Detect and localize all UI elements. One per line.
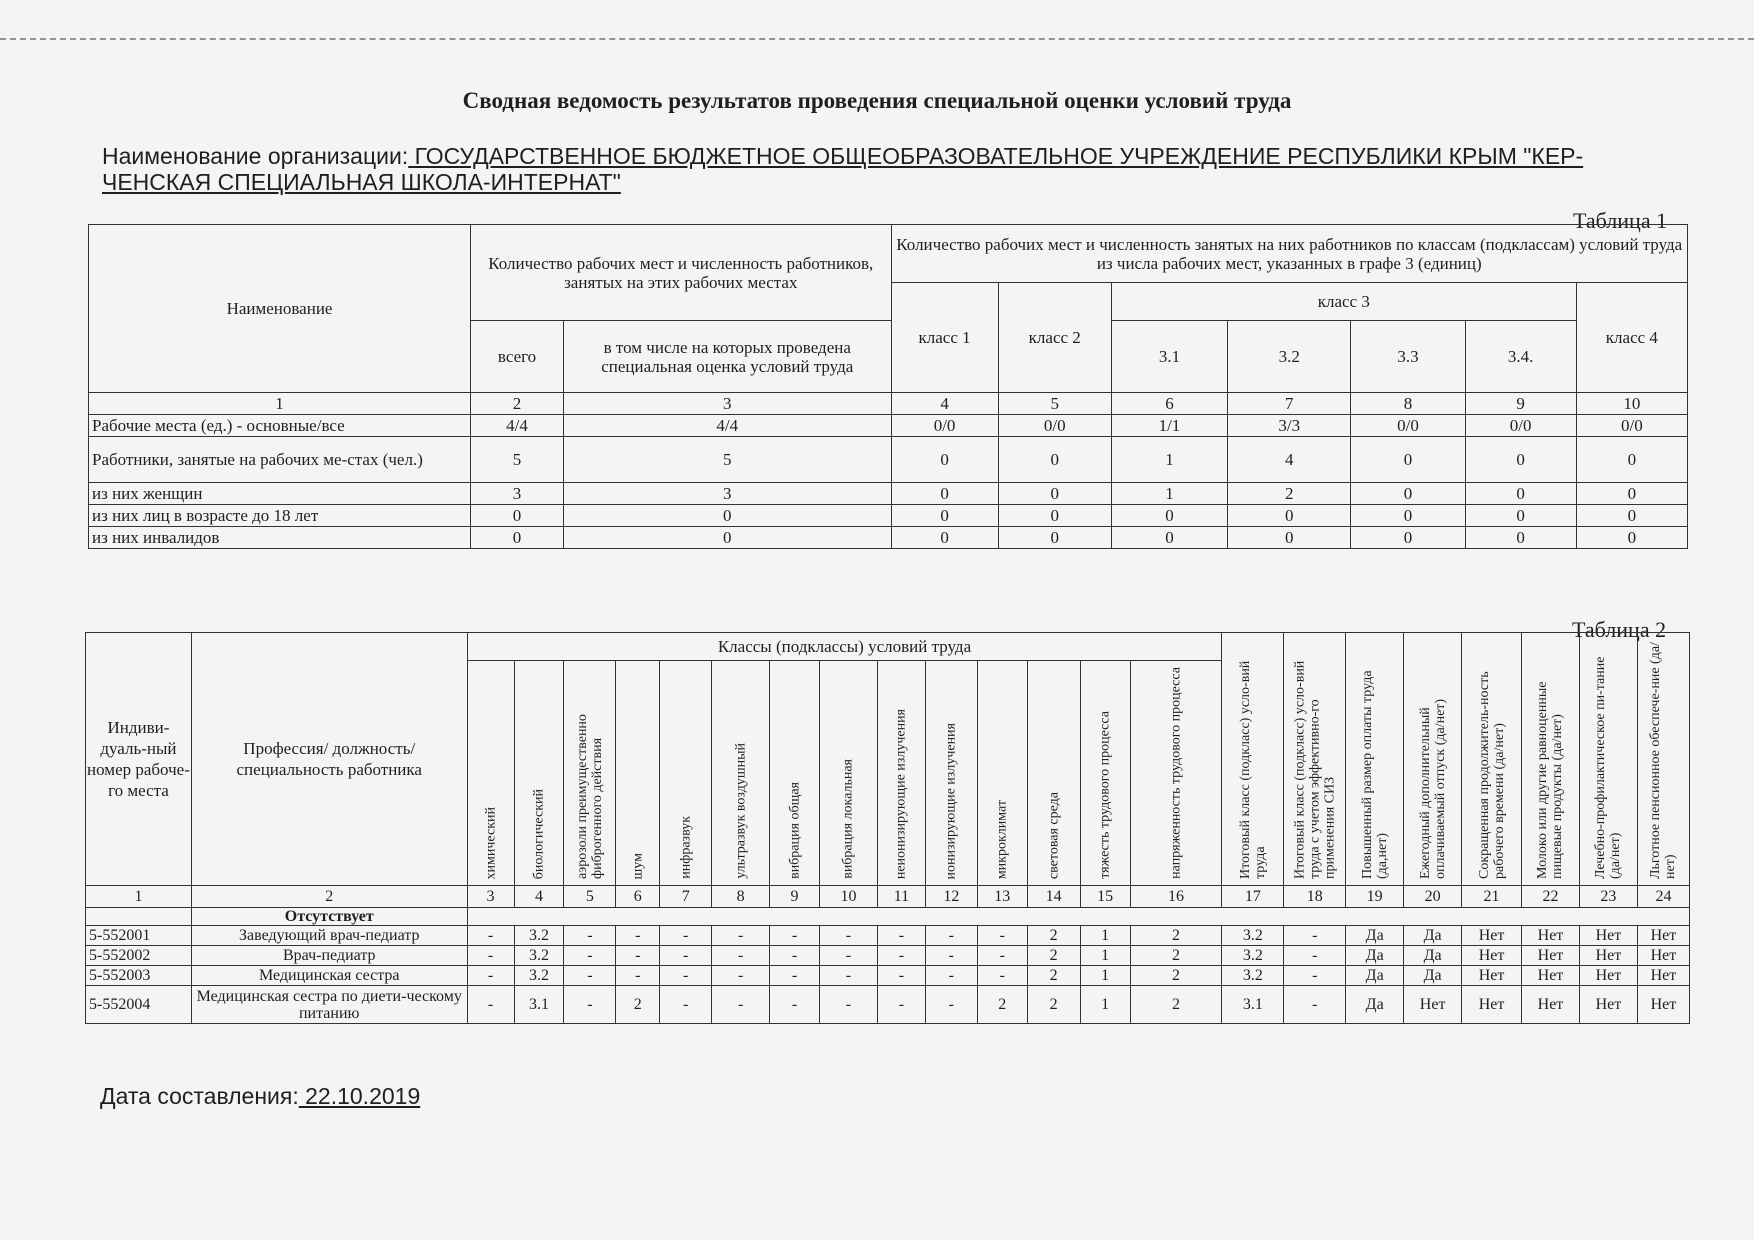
table-cell: 1 <box>1080 926 1130 946</box>
column-number: 2 <box>191 886 467 908</box>
t1-header-3-4: 3.4. <box>1465 321 1576 393</box>
t2-header-factor-label: инфразвук <box>678 816 694 879</box>
t1-header-classes: Количество рабочих мест и численность занятых на них работников по классам (подклассам) условий труда из числа рабочих мест, указанных в графе 3 (единиц) <box>891 225 1688 283</box>
table-cell: 1 <box>1111 483 1227 505</box>
organization-name: ГОСУДАРСТВЕННОЕ БЮДЖЕТНОЕ ОБЩЕОБРАЗОВАТЕЛЬНОЕ УЧРЕЖДЕНИЕ РЕСПУБЛИКИ КРЫМ "КЕР-ЧЕНСКАЯ СПЕЦИАЛЬНАЯ ШКОЛА-ИНТЕРНАТ" <box>102 143 1584 195</box>
table-cell: - <box>977 946 1027 966</box>
table-cell: - <box>564 926 616 946</box>
table-cell: 0 <box>1576 527 1687 549</box>
table-cell: 0 <box>1576 437 1687 483</box>
table1-caption: Таблица 1 <box>1573 208 1668 233</box>
table-cell: - <box>660 966 712 986</box>
column-number: 14 <box>1027 886 1080 908</box>
t2-header-factor <box>467 661 514 886</box>
table-row <box>89 415 1688 437</box>
t1-header-class1: класс 1 <box>891 283 998 393</box>
table-cell: 0 <box>1465 483 1576 505</box>
table-cell: - <box>977 926 1027 946</box>
column-number: 21 <box>1462 886 1522 908</box>
t2-header-extra <box>1404 633 1462 886</box>
table-cell: Да <box>1404 966 1462 986</box>
table-cell: - <box>564 966 616 986</box>
column-number: 12 <box>925 886 977 908</box>
table-cell: Нет <box>1462 966 1522 986</box>
table-cell: Нет <box>1522 966 1580 986</box>
table-cell: Нет <box>1462 986 1522 1024</box>
column-number: 18 <box>1284 886 1346 908</box>
table-cell: - <box>925 986 977 1024</box>
t2-header-factor <box>977 661 1027 886</box>
table-cell: - <box>977 966 1027 986</box>
t2-header-factor <box>770 661 820 886</box>
table-cell: - <box>467 946 514 966</box>
table-cell: 3.1 <box>1222 986 1284 1024</box>
table-cell: Нет <box>1522 986 1580 1024</box>
t2-header-factor <box>877 661 925 886</box>
column-number: 4 <box>891 393 998 415</box>
column-number: 24 <box>1637 886 1689 908</box>
table-cell: 2 <box>977 986 1027 1024</box>
table-cell: - <box>712 966 770 986</box>
t1-header-3-1: 3.1 <box>1111 321 1227 393</box>
table-cell: - <box>770 946 820 966</box>
t2-absent-empty <box>467 908 1689 926</box>
table-cell: 3 <box>564 483 891 505</box>
table-row <box>89 505 1688 527</box>
workplace-id: 5-552003 <box>86 966 192 986</box>
table-cell: Нет <box>1579 966 1637 986</box>
t2-header-extra-label: Итоговый класс (подкласс) усло-вий труда <box>1237 660 1268 879</box>
workplace-id: 5-552002 <box>86 946 192 966</box>
profession: Заведующий врач-педиатр <box>191 926 467 946</box>
table-cell: 0 <box>471 527 564 549</box>
table-cell: - <box>877 926 925 946</box>
t2-header-factor <box>820 661 878 886</box>
column-number: 3 <box>467 886 514 908</box>
table-cell: 2 <box>616 986 660 1024</box>
column-number: 17 <box>1222 886 1284 908</box>
document-title: Сводная ведомость результатов проведения специальной оценки условий труда <box>462 88 1292 113</box>
table-cell: 1 <box>1080 966 1130 986</box>
t2-header-factor-label: шум <box>630 852 646 879</box>
t2-absent-label: Отсутствует <box>191 908 467 926</box>
t2-header-extra-label: Ежегодный дополнительный оплачиваемый отпуск (да/нет) <box>1417 698 1448 879</box>
table-row <box>86 966 1690 986</box>
t2-header-factor-label: биологический <box>531 788 547 879</box>
table-cell: 0 <box>1111 527 1227 549</box>
column-number: 23 <box>1579 886 1637 908</box>
table-cell: 0/0 <box>998 415 1111 437</box>
row-label: из них инвалидов <box>89 527 471 549</box>
t2-header-extra-label: Итоговый класс (подкласс) усло-вий труда с учетом эффективно-го применения СИЗ <box>1292 660 1338 879</box>
organization-label: Наименование организации: <box>102 143 409 169</box>
table-cell: - <box>712 926 770 946</box>
table-cell: Нет <box>1579 926 1637 946</box>
t2-header-extra-label: Льготное пенсионное обеспече-ние (да/нет) <box>1648 642 1679 879</box>
t1-header-class4: класс 4 <box>1576 283 1687 393</box>
table-cell: 3.2 <box>514 946 564 966</box>
table-cell: - <box>660 986 712 1024</box>
t2-header-extra-label: Сокращенная продолжитель-ность рабочего времени (да/нет) <box>1476 671 1507 879</box>
table-cell: 0 <box>998 505 1111 527</box>
column-number: 16 <box>1130 886 1222 908</box>
row-label: из них лиц в возрасте до 18 лет <box>89 505 471 527</box>
table-cell: 0 <box>1576 505 1687 527</box>
table-cell: 0 <box>998 527 1111 549</box>
table-cell: - <box>660 946 712 966</box>
table-cell: 3.2 <box>1222 966 1284 986</box>
t2-absent-id-cell <box>86 908 192 926</box>
column-number: 13 <box>977 886 1027 908</box>
column-number: 7 <box>660 886 712 908</box>
table-cell: 0 <box>998 483 1111 505</box>
t2-header-factor <box>514 661 564 886</box>
profession: Медицинская сестра по диети-ческому питанию <box>191 986 467 1024</box>
table-cell: - <box>564 986 616 1024</box>
table-cell: 2 <box>1027 986 1080 1024</box>
table-cell: - <box>820 946 878 966</box>
t1-header-class3: класс 3 <box>1111 283 1576 321</box>
table-cell: Да <box>1346 926 1404 946</box>
workplace-id: 5-552001 <box>86 926 192 946</box>
table-cell: - <box>820 986 878 1024</box>
table-cell: 0/0 <box>1576 415 1687 437</box>
table-cell: 0 <box>1351 437 1465 483</box>
table-cell: 0 <box>1351 505 1465 527</box>
t1-header-3-3: 3.3 <box>1351 321 1465 393</box>
table-cell: - <box>467 926 514 946</box>
column-number: 5 <box>998 393 1111 415</box>
table-cell: - <box>467 966 514 986</box>
t2-header-factor-label: неионизирующие излучения <box>893 708 909 879</box>
table-cell: - <box>616 926 660 946</box>
table-cell: 0 <box>1228 527 1351 549</box>
profession: Врач-педиатр <box>191 946 467 966</box>
t2-header-classes: Классы (подклассы) условий труда <box>467 633 1222 661</box>
t2-header-extra <box>1579 633 1637 886</box>
table-cell: 0/0 <box>891 415 998 437</box>
column-number: 6 <box>1111 393 1227 415</box>
table-cell: - <box>877 986 925 1024</box>
table-cell: 0 <box>1465 527 1576 549</box>
column-number: 22 <box>1522 886 1580 908</box>
t2-header-factor <box>616 661 660 886</box>
column-number: 9 <box>770 886 820 908</box>
table-cell: - <box>564 946 616 966</box>
table-cell: 4 <box>1228 437 1351 483</box>
table-cell: 2 <box>1130 986 1222 1024</box>
table-cell: Нет <box>1579 986 1637 1024</box>
t2-header-factor-label: микроклимат <box>994 799 1010 879</box>
t2-header-id: Индиви-дуаль-ный номер рабоче-го места <box>86 633 192 886</box>
table-cell: 2 <box>1027 966 1080 986</box>
t2-header-extra-label: Лечебно-профилактическое пи-тание (да/нет) <box>1593 656 1624 879</box>
t2-header-profession: Профессия/ должность/ специальность работника <box>191 633 467 886</box>
table-cell: Нет <box>1522 946 1580 966</box>
table-cell: 3 <box>471 483 564 505</box>
table-cell: 5 <box>471 437 564 483</box>
t2-header-factor <box>1027 661 1080 886</box>
column-number: 19 <box>1346 886 1404 908</box>
scan-edge <box>0 0 1754 40</box>
column-number: 5 <box>564 886 616 908</box>
table-cell: 0 <box>891 527 998 549</box>
table-cell: Нет <box>1462 926 1522 946</box>
table-cell: - <box>820 926 878 946</box>
table-cell: 2 <box>1228 483 1351 505</box>
table-cell: - <box>877 946 925 966</box>
t1-header-total: всего <box>471 321 564 393</box>
table-cell: 3.2 <box>1222 946 1284 966</box>
t2-header-factor-label: аэрозоли преимущественно фиброгенного действия <box>574 714 605 879</box>
table-cell: Да <box>1346 946 1404 966</box>
column-number: 2 <box>471 393 564 415</box>
t2-header-factor <box>925 661 977 886</box>
table-cell: 0/0 <box>1351 415 1465 437</box>
table-cell: Да <box>1404 926 1462 946</box>
table-cell: - <box>820 966 878 986</box>
table-row <box>89 483 1688 505</box>
row-label: из них женщин <box>89 483 471 505</box>
table-cell: Нет <box>1579 946 1637 966</box>
table2-caption: Таблица 2 <box>1572 617 1667 642</box>
table-cell: 2 <box>1130 926 1222 946</box>
table-cell: Да <box>1346 986 1404 1024</box>
table-cell: - <box>712 986 770 1024</box>
t2-header-factor <box>564 661 616 886</box>
table-cell: - <box>925 946 977 966</box>
t2-header-factor <box>1080 661 1130 886</box>
row-label: Работники, занятые на рабочих ме-стах (чел.) <box>89 437 471 483</box>
table-cell: 4/4 <box>564 415 891 437</box>
t2-header-extra <box>1637 633 1689 886</box>
table-row <box>89 437 1688 483</box>
t1-header-3-2: 3.2 <box>1228 321 1351 393</box>
t2-header-extra <box>1462 633 1522 886</box>
table-cell: - <box>1284 946 1346 966</box>
table-cell: 0 <box>471 505 564 527</box>
table-cell: 0 <box>1351 483 1465 505</box>
table-cell: 5 <box>564 437 891 483</box>
column-number: 3 <box>564 393 891 415</box>
table-cell: 2 <box>1027 926 1080 946</box>
table-cell: 0 <box>891 483 998 505</box>
t2-header-factor-label: химический <box>483 806 499 879</box>
table-cell: - <box>770 986 820 1024</box>
t2-header-factor <box>1130 661 1222 886</box>
table-cell: 0 <box>891 437 998 483</box>
table-cell: 3.2 <box>514 966 564 986</box>
workplace-id: 5-552004 <box>86 986 192 1024</box>
t2-header-extra-label: Молоко или другие равноценные пищевые продукты (да/нет) <box>1535 681 1566 879</box>
column-number: 8 <box>712 886 770 908</box>
table-cell: 2 <box>1027 946 1080 966</box>
t1-header-assessed: в том числе на которых проведена специальная оценка условий труда <box>564 321 891 393</box>
table-cell: 0 <box>1111 505 1227 527</box>
table-row <box>86 926 1690 946</box>
table-cell: - <box>925 966 977 986</box>
column-number: 9 <box>1465 393 1576 415</box>
date-line <box>100 1083 420 1110</box>
table-cell: - <box>660 926 712 946</box>
t2-header-extra <box>1284 633 1346 886</box>
table-row <box>86 986 1690 1024</box>
column-number: 11 <box>877 886 925 908</box>
t2-header-factor-label: ультразвук воздушный <box>733 743 749 879</box>
column-number: 15 <box>1080 886 1130 908</box>
table-cell: Нет <box>1404 986 1462 1024</box>
table-cell: 0 <box>1465 505 1576 527</box>
table2 <box>85 632 1690 1024</box>
table-cell: - <box>616 966 660 986</box>
column-number: 7 <box>1228 393 1351 415</box>
table-cell: Нет <box>1637 966 1689 986</box>
t2-column-numbers <box>86 886 1690 908</box>
table-cell: - <box>1284 926 1346 946</box>
table-row <box>89 527 1688 549</box>
profession: Медицинская сестра <box>191 966 467 986</box>
table-cell: 0 <box>998 437 1111 483</box>
table-cell: 0 <box>1351 527 1465 549</box>
table-cell: 2 <box>1130 966 1222 986</box>
table-cell: 1 <box>1080 986 1130 1024</box>
table-cell: Нет <box>1637 986 1689 1024</box>
table-cell: 0 <box>564 505 891 527</box>
table-cell: - <box>1284 986 1346 1024</box>
column-number: 4 <box>514 886 564 908</box>
t2-header-factor <box>712 661 770 886</box>
column-number: 1 <box>89 393 471 415</box>
table-cell: Нет <box>1637 926 1689 946</box>
table-cell: 0 <box>564 527 891 549</box>
table-cell: - <box>877 966 925 986</box>
t2-header-factor-label: напряженность трудового процесса <box>1168 667 1184 879</box>
t2-header-factor-label: световая среда <box>1046 791 1062 879</box>
table-cell: 0 <box>891 505 998 527</box>
table-cell: Нет <box>1462 946 1522 966</box>
row-label: Рабочие места (ед.) - основные/все <box>89 415 471 437</box>
t2-header-factor-label: тяжесть трудового процесса <box>1097 711 1113 879</box>
t2-header-factor-label: ионизирующие излучения <box>943 722 959 879</box>
table-cell: 3/3 <box>1228 415 1351 437</box>
date-value: 22.10.2019 <box>298 1083 421 1109</box>
column-number: 6 <box>616 886 660 908</box>
table-cell: Да <box>1404 946 1462 966</box>
table-cell: 3.2 <box>1222 926 1284 946</box>
table-cell: Да <box>1346 966 1404 986</box>
t2-header-extra-label: Повышенный размер оплаты труда (да,нет) <box>1359 670 1390 879</box>
column-number: 1 <box>86 886 192 908</box>
t1-header-class2: класс 2 <box>998 283 1111 393</box>
table-cell: 0/0 <box>1465 415 1576 437</box>
table-cell: 3.1 <box>514 986 564 1024</box>
t1-column-numbers <box>89 393 1688 415</box>
t2-header-factor <box>660 661 712 886</box>
table1 <box>88 224 1688 549</box>
table-cell: 1 <box>1111 437 1227 483</box>
table-cell: Нет <box>1522 926 1580 946</box>
table-cell: - <box>1284 966 1346 986</box>
column-number: 10 <box>820 886 878 908</box>
date-label: Дата составления: <box>100 1083 299 1109</box>
t2-header-factor-label: вибрация локальная <box>840 759 856 879</box>
table-cell: Нет <box>1637 946 1689 966</box>
table-cell: - <box>712 946 770 966</box>
table-cell: 2 <box>1130 946 1222 966</box>
table-cell: 0 <box>1576 483 1687 505</box>
table-cell: - <box>925 926 977 946</box>
organization-line <box>102 143 1682 195</box>
column-number: 10 <box>1576 393 1687 415</box>
t2-header-extra <box>1522 633 1580 886</box>
table-cell: 4/4 <box>471 415 564 437</box>
table-cell: - <box>770 966 820 986</box>
column-number: 20 <box>1404 886 1462 908</box>
table-cell: - <box>616 946 660 966</box>
table-row <box>86 946 1690 966</box>
t2-header-factor-label: вибрация общая <box>787 782 803 879</box>
table-cell: - <box>467 986 514 1024</box>
table-cell: - <box>770 926 820 946</box>
table-cell: 1/1 <box>1111 415 1227 437</box>
column-number: 8 <box>1351 393 1465 415</box>
table-cell: 3.2 <box>514 926 564 946</box>
table-cell: 0 <box>1465 437 1576 483</box>
t1-header-name: Наименование <box>89 225 471 393</box>
table-cell: 0 <box>1228 505 1351 527</box>
table-cell: 1 <box>1080 946 1130 966</box>
t2-header-extra <box>1346 633 1404 886</box>
t1-header-count: Количество рабочих мест и численность работников, занятых на этих рабочих местах <box>471 225 891 321</box>
t2-header-extra <box>1222 633 1284 886</box>
